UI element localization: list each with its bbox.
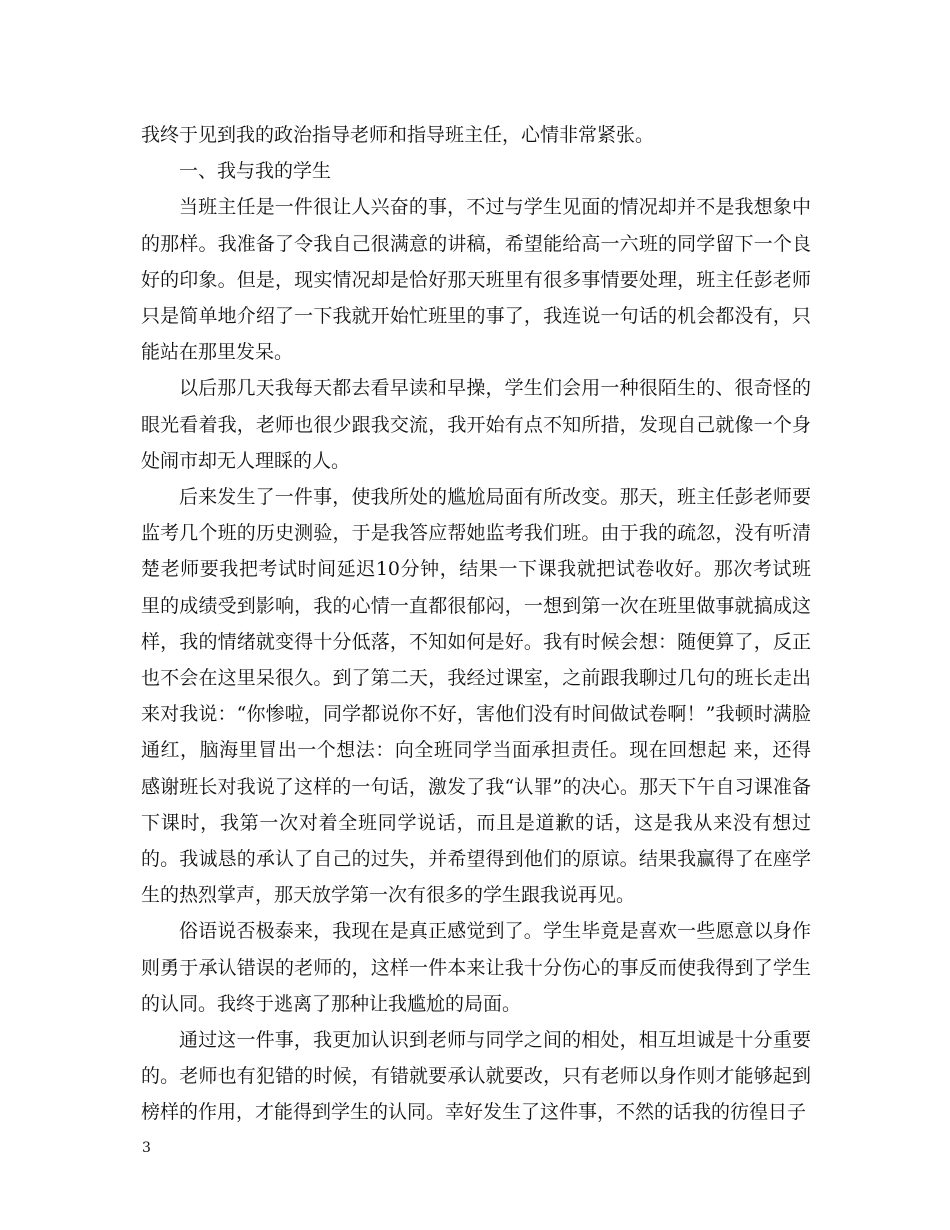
paragraph: 当班主任是一件很让人兴奋的事，不过与学生见面的情况却并不是我想象中的那样。我准备了令我自己很满意的讲稿，希望能给高一六班的同学留下一个良好的印象。但是，现实情况却是恰好那天班里有很多事情要处理，班主任彭老师只是简单地介绍了一下我就开始忙班里的事了，我连说一句话的机会都没有，只能站在那里发呆。 — [141, 196, 811, 364]
body-text — [141, 117, 811, 1131]
page-number: 3 — [142, 1140, 151, 1156]
paragraph: 以后那几天我每天都去看早读和早操，学生们会用一种很陌生的、很奇怪的眼光看着我，老师也很少跟我交流，我开始有点不知所措，发现自己就像一个身处闹市却无人理睬的人。 — [141, 377, 811, 472]
paragraph: 通过这一件事，我更加认识到老师与同学之间的相处，相互坦诚是十分重要的。老师也有犯错的时候，有错就要承认就要改，只有老师以身作则才能够起到榜样的作用，才能得到学生的认同。幸好发生了这件事，不然的话我的彷徨日子 — [141, 1029, 811, 1124]
paragraph: 后来发生了一件事，使我所处的尴尬局面有所改变。那天，班主任彭老师要监考几个班的历史测验，于是我答应帮她监考我们班。由于我的疏忽，没有听清楚老师要我把考试时间延迟10分钟，结果一下课我就把试卷收好。那次考试班里的成绩受到影响，我的心情一直都很郁闷，一想到第一次在班里做事就搞成这样，我的情绪就变得十分低落，不知如何是好。我有时候会想：随便算了，反正也不会在这里呆很久。到了第二天，我经过课室，之前跟我聊过几句的班长走出来对我说：“你惨啦，同学都说你不好，害他们没有时间做试卷啊！”我顿时满脸通红，脑海里冒出一个想法：向全班同学当面承担责任。现在回想起 来，还得感谢班长对我说了这样的一句话，激发了我“认罪”的决心。那天下午自习课准备下课时，我第一次对着全班同学说话，而且是道歉的话，这是我从来没有想过的。我诚恳的承认了自己的过失，并希望得到他们的原谅。结果我赢得了在座学生的热烈掌声，那天放学第一次有很多的学生跟我说再见。 — [141, 486, 811, 907]
section-heading: 一、我与我的学生 — [179, 160, 332, 183]
paragraph: 俗语说否极泰来，我现在是真正感觉到了。学生毕竟是喜欢一些愿意以身作则勇于承认错误的老师的，这样一件本来让我十分伤心的事反而使我得到了学生的认同。我终于逃离了那种让我尴尬的局面。 — [141, 920, 811, 1015]
paragraph: 我终于见到我的政治指导老师和指导班主任，心情非常紧张。 — [141, 124, 655, 146]
